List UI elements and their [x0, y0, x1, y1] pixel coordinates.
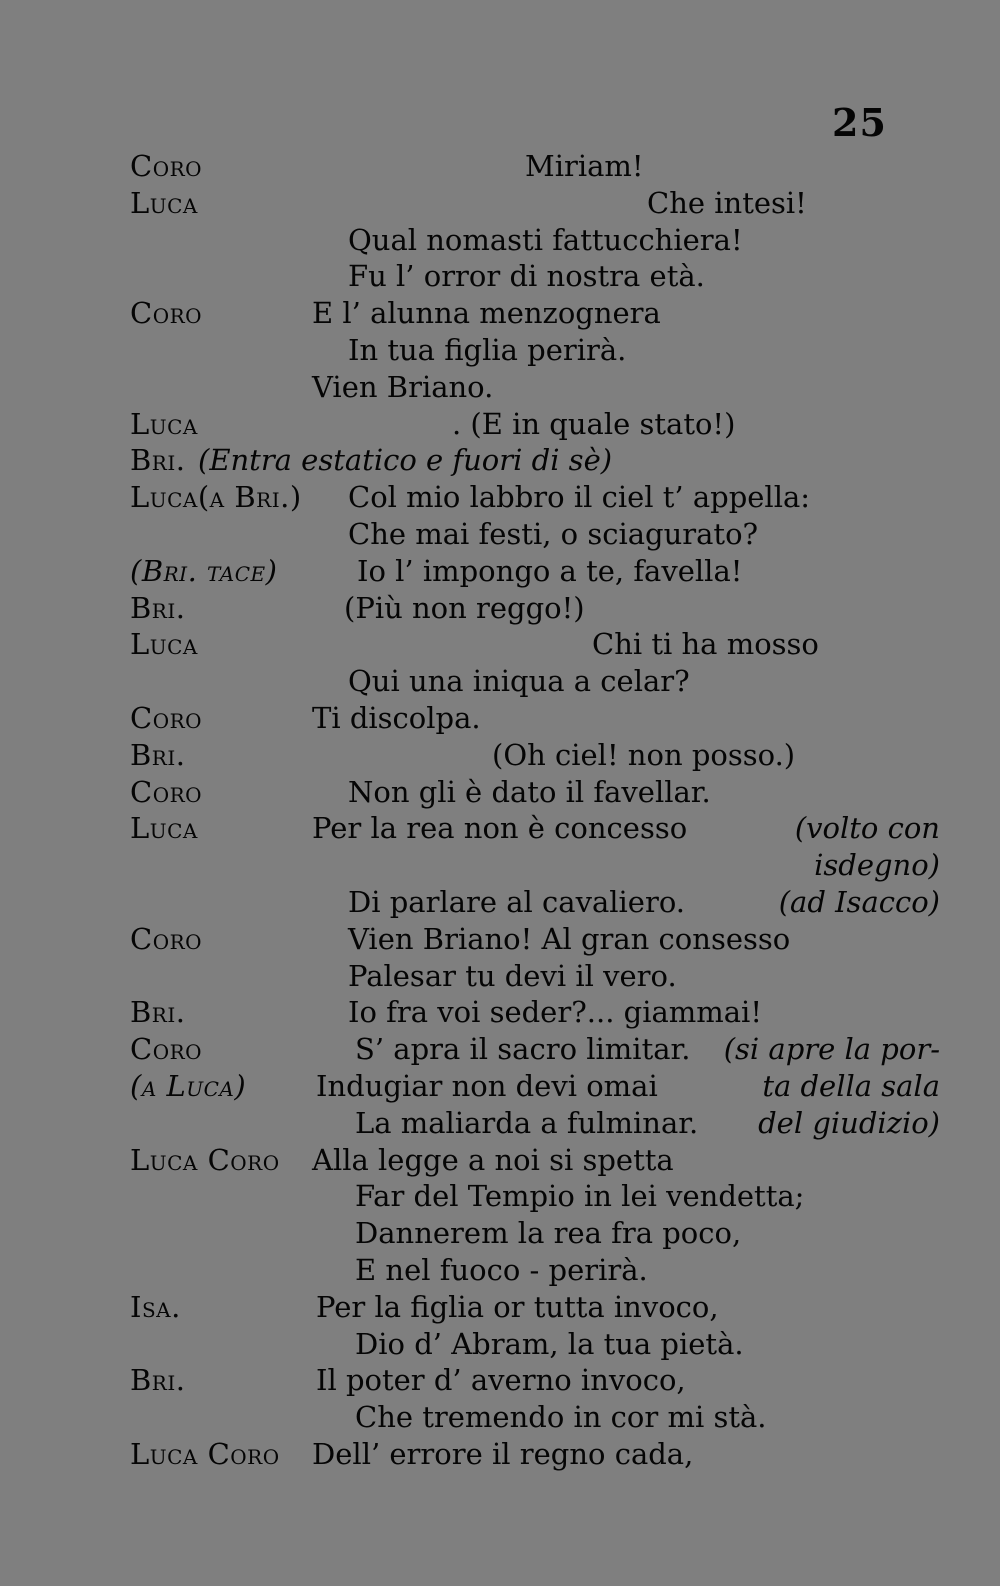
text-line — [0, 1362, 1000, 1398]
speaker-name: Luca — [130, 811, 198, 846]
speaker-name: Luca — [130, 627, 198, 662]
verse-text: Miriam! — [525, 149, 644, 183]
verse-text: Palesar tu devi il vero. — [348, 958, 677, 993]
verse-text: In tua figlia perirà. — [348, 333, 627, 367]
speaker-name: Coro — [130, 774, 203, 809]
verse-text: La maliarda a fulminar. — [355, 1105, 699, 1140]
verse-text: Chi ti ha mosso — [592, 627, 819, 662]
verse-text: . (E in quale stato!) — [452, 406, 736, 441]
stage-direction: del giudizio) — [758, 1105, 940, 1140]
text-line — [0, 1105, 1000, 1141]
text-line — [0, 626, 1000, 662]
text-line — [0, 516, 1000, 552]
stage-direction: ta della sala — [762, 1069, 940, 1103]
verse-text: Col mio labbro il ciel t’ appella: — [348, 480, 811, 515]
text-line — [0, 1215, 1000, 1251]
verse-text: S’ apra il sacro limitar. — [355, 1032, 691, 1067]
speaker-name: Bri. — [130, 1363, 186, 1398]
speaker-name: Luca — [130, 185, 198, 220]
speaker-name: Bri. — [130, 737, 186, 772]
verse-text: Qual nomasti fattucchiera! — [348, 222, 743, 257]
text-line — [0, 553, 1000, 589]
speaker-name: Coro — [130, 921, 203, 956]
speaker-name: Luca — [130, 406, 198, 441]
text-line — [0, 774, 1000, 810]
text-line — [0, 406, 1000, 442]
text-line — [0, 847, 1000, 883]
speaker-name: Isa. — [130, 1289, 181, 1324]
text-line — [0, 810, 1000, 846]
verse-text: Vien Briano! Al gran consesso — [348, 921, 791, 956]
text-line — [0, 1068, 1000, 1104]
text-line — [0, 369, 1000, 405]
text-line — [0, 222, 1000, 258]
text-line — [0, 1178, 1000, 1214]
stage-direction: (si apre la por- — [723, 1032, 940, 1067]
text-line — [0, 1436, 1000, 1472]
speaker-name: Luca Coro — [130, 1142, 280, 1177]
text-line — [0, 921, 1000, 957]
text-line — [0, 185, 1000, 221]
speaker-name: Coro — [130, 1032, 203, 1067]
text-line — [0, 442, 1000, 478]
verse-text: Alla legge a noi si spetta — [312, 1142, 674, 1177]
verse-text: Dannerem la rea fra poco, — [355, 1216, 742, 1251]
text-line — [0, 663, 1000, 699]
speaker-name: Coro — [130, 701, 203, 735]
verse-text: Non gli è dato il favellar. — [348, 774, 711, 809]
verse-text: Far del Tempio in lei vendetta; — [355, 1179, 805, 1214]
verse-text: E nel fuoco - perirà. — [355, 1253, 648, 1287]
text-line — [0, 1399, 1000, 1435]
speaker-name: Bri. — [130, 995, 186, 1030]
verse-text: Che intesi! — [647, 185, 807, 220]
verse-text: Dell’ errore il regno cada, — [312, 1437, 694, 1471]
text-line — [0, 258, 1000, 294]
verse-text: Per la rea non è concesso — [312, 811, 688, 846]
verse-text: Fu l’ orror di nostra età. — [348, 259, 705, 294]
text-line — [0, 479, 1000, 515]
stage-direction: (volto con — [794, 811, 940, 846]
speaker-name: Coro — [130, 296, 203, 331]
text-line — [0, 1326, 1000, 1362]
page-number: 25 — [832, 100, 887, 145]
text-line — [0, 1252, 1000, 1288]
text-line — [0, 295, 1000, 331]
verse-text: Il poter d’ averno invoco, — [316, 1363, 686, 1398]
text-line — [0, 700, 1000, 736]
verse-text: Che tremendo in cor mi stà. — [355, 1400, 767, 1435]
verse-text: Io l’ impongo a te, favella! — [357, 553, 743, 588]
verse-text: (Più non reggo!) — [344, 590, 585, 625]
verse-text: Vien Briano. — [312, 369, 494, 404]
speaker-name: (a Luca) — [130, 1069, 247, 1103]
text-line — [0, 1142, 1000, 1178]
text-line — [0, 332, 1000, 368]
verse-text: Dio d’ Abram, la tua pietà. — [355, 1326, 744, 1361]
text-line — [0, 148, 1000, 184]
verse-text: (Entra estatico e fuori di sè) — [198, 443, 613, 478]
text-line — [0, 1289, 1000, 1325]
text-line — [0, 958, 1000, 994]
verse-text: Che mai festi, o sciagurato? — [348, 517, 759, 551]
verse-text: Io fra voi seder?... giammai! — [348, 995, 762, 1030]
text-line — [0, 737, 1000, 773]
verse-text: Qui una iniqua a celar? — [348, 664, 690, 699]
verse-text: Indugiar non devi omai — [316, 1069, 658, 1103]
text-line — [0, 994, 1000, 1030]
text-line — [0, 884, 1000, 920]
speaker-name: (Bri. tace) — [130, 553, 278, 588]
verse-text: Ti discolpa. — [312, 701, 481, 735]
text-line — [0, 590, 1000, 626]
verse-text: Per la figlia or tutta invoco, — [316, 1289, 719, 1324]
speaker-name: Bri. — [130, 443, 186, 478]
text-line — [0, 1031, 1000, 1067]
speaker-name: Bri. — [130, 590, 186, 625]
speaker-name: Luca(a Bri.) — [130, 480, 302, 515]
stage-direction: (ad Isacco) — [778, 885, 940, 919]
stage-direction: isdegno) — [814, 848, 940, 883]
verse-text: E l’ alunna menzognera — [312, 296, 661, 331]
verse-text: (Oh ciel! non posso.) — [492, 737, 796, 772]
verse-text: Di parlare al cavaliero. — [348, 885, 685, 919]
speaker-name: Luca Coro — [130, 1437, 280, 1471]
speaker-name: Coro — [130, 149, 203, 183]
